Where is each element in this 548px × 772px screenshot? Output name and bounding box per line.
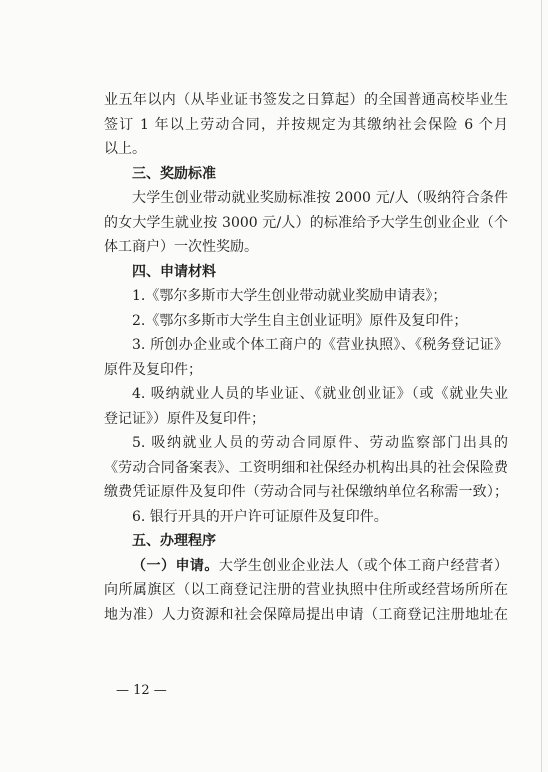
body-line: 《劳动合同备案表》、工资明细和社保经办机构出具的社会保险费	[104, 459, 508, 476]
list-item: 6. 银行开具的开户许可证原件及复印件。	[132, 508, 388, 525]
section-heading-procedure: 五、办理程序	[132, 533, 216, 549]
page-number: — 12 —	[116, 683, 167, 698]
list-item: 2.《鄂尔多斯市大学生自主创业证明》原件及复印件；	[132, 312, 468, 329]
body-line: 地为准）人力资源和社会保障局提出申请（工商登记注册地址在	[104, 606, 508, 623]
body-line: 登记证》）原件及复印件；	[104, 410, 265, 427]
page-edge-divider	[541, 0, 542, 772]
section-heading-reward-standard: 三、奖励标准	[132, 165, 216, 182]
body-line: 体工商户）一次性奖励。	[104, 239, 258, 255]
procedure-step-line	[104, 554, 508, 579]
body-line: 缴费凭证原件及复印件（劳动合同与社保缴纳单位名称需一致）；	[104, 484, 508, 500]
body-line: 向所属旗区（以工商登记注册的营业执照中住所或经营场所所在	[104, 582, 508, 598]
list-item: 5. 吸纳就业人员的劳动合同原件、劳动监察部门出具的	[132, 435, 508, 451]
body-line: 原件及复印件；	[104, 361, 202, 378]
list-item: 3. 所创办企业或个体工商户的《营业执照》、《税务登记证》	[132, 337, 508, 353]
procedure-step-label: （一）申请。	[132, 557, 219, 574]
body-line: 签订 1 年以上劳动合同，并按规定为其缴纳社会保险 6 个月	[104, 116, 508, 133]
document-body	[104, 88, 508, 627]
body-line: 大学生创业带动就业奖励标准按 2000 元/人（吸纳符合条件	[132, 190, 508, 206]
body-line: 以上。	[104, 141, 146, 157]
section-heading-application-materials: 四、申请材料	[132, 263, 216, 280]
procedure-step-text: 大学生创业企业法人（或个体工商户经营者）	[218, 557, 508, 574]
list-item: 4. 吸纳就业人员的毕业证、《就业创业证》（或《就业失业	[132, 386, 508, 402]
body-line: 业五年以内（从毕业证书签发之日算起）的全国普通高校毕业生	[104, 92, 508, 108]
list-item: 1.《鄂尔多斯市大学生创业带动就业奖励申请表》；	[132, 288, 447, 304]
body-line: 的女大学生就业按 3000 元/人）的标准给予大学生创业企业（个	[104, 214, 508, 231]
